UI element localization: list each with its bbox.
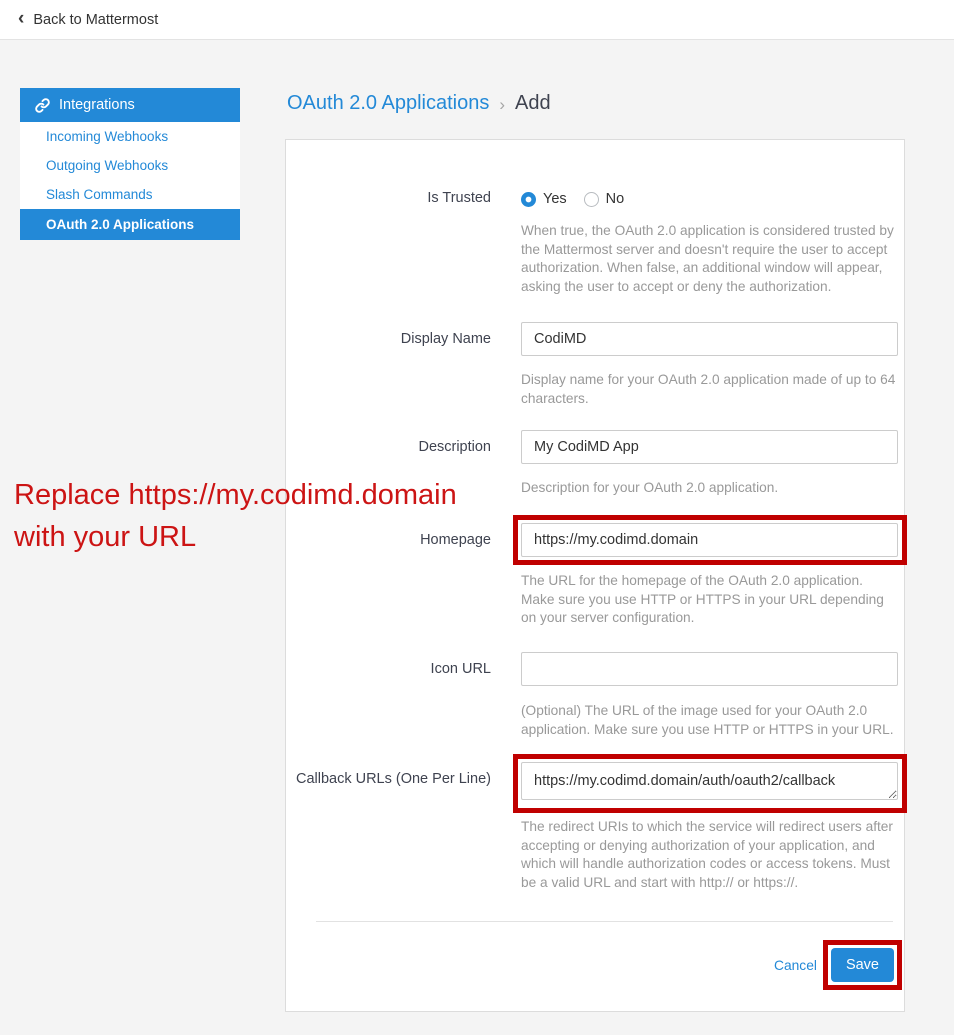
sidebar-section-integrations[interactable]: [20, 88, 240, 122]
is-trusted-help: When true, the OAuth 2.0 application is considered trusted by the Mattermost server and doesn't require the user to accept authorization. When false, an additional window will appear, asking the user to accept or deny the authorization.: [521, 223, 894, 294]
breadcrumb-separator-icon: ›: [499, 94, 506, 114]
homepage-input[interactable]: [521, 523, 898, 557]
callback-urls-help: The redirect URIs to which the service will redirect users after accepting or denying authorization of your application, and which will handle authorization codes or access tokens. Must be a valid URL and start with http:// or https://.: [521, 819, 893, 890]
is-trusted-yes-label: Yes: [543, 191, 567, 207]
breadcrumb: [287, 92, 551, 115]
link-icon: [35, 98, 50, 113]
display-name-label: Display Name: [400, 331, 491, 347]
homepage-control: [521, 523, 898, 628]
chevron-left-icon: ‹: [18, 8, 25, 29]
oauth-add-form-panel: [285, 139, 905, 1012]
annotation-text: [14, 474, 457, 558]
display-name-row: [286, 322, 904, 408]
radio-unchecked-icon[interactable]: [584, 192, 599, 207]
description-help: Description for your OAuth 2.0 application.: [521, 480, 779, 495]
is-trusted-radio-group: [521, 188, 898, 208]
sidebar-section-label: Integrations: [59, 97, 135, 113]
homepage-help: The URL for the homepage of the OAuth 2.0 application. Make sure you use HTTP or HTTPS in your URL depending on your server configuration.: [521, 573, 884, 625]
sidebar-item-oauth-applications[interactable]: OAuth 2.0 Applications: [20, 209, 240, 240]
annotation-line-1: Replace https://my.codimd.domain: [14, 479, 457, 511]
annotation-line-2: with your URL: [14, 521, 197, 553]
callback-urls-row: [286, 762, 904, 892]
radio-checked-icon[interactable]: [521, 192, 536, 207]
top-bar: [0, 0, 954, 40]
icon-url-label: Icon URL: [430, 661, 491, 677]
display-name-help: Display name for your OAuth 2.0 application made of up to 64 characters.: [521, 372, 896, 406]
sidebar-item-outgoing-webhooks[interactable]: Outgoing Webhooks: [46, 158, 169, 173]
icon-url-help: (Optional) The URL of the image used for your OAuth 2.0 application. Make sure you use HTTP or HTTPS in your URL.: [521, 703, 894, 737]
breadcrumb-current: Add: [515, 92, 551, 114]
icon-url-control: [521, 652, 898, 739]
form-actions: [774, 948, 894, 982]
sidebar-items: [20, 122, 240, 240]
save-button[interactable]: Save: [831, 948, 894, 982]
icon-url-input[interactable]: [521, 652, 898, 686]
description-control: [521, 430, 898, 498]
back-to-mattermost-link[interactable]: [18, 8, 159, 29]
back-link-label: Back to Mattermost: [33, 11, 159, 28]
display-name-input[interactable]: [521, 322, 898, 356]
callback-urls-control: [521, 762, 898, 892]
integrations-sidebar: [20, 88, 240, 240]
callback-urls-label: Callback URLs (One Per Line): [295, 771, 491, 787]
sidebar-item-slash-commands[interactable]: Slash Commands: [46, 187, 153, 202]
form-footer-divider: [316, 921, 893, 922]
is-trusted-control: [521, 188, 898, 296]
cancel-button[interactable]: Cancel: [773, 957, 817, 973]
is-trusted-no-radio[interactable]: [584, 191, 625, 207]
is-trusted-label: Is Trusted: [427, 190, 491, 206]
description-label: Description: [418, 439, 491, 455]
description-input[interactable]: [521, 430, 898, 464]
is-trusted-row: [286, 188, 904, 296]
sidebar-item-incoming-webhooks[interactable]: Incoming Webhooks: [46, 129, 169, 144]
display-name-control: [521, 322, 898, 408]
callback-urls-textarea[interactable]: [521, 762, 898, 800]
breadcrumb-oauth-applications-link[interactable]: OAuth 2.0 Applications: [287, 92, 490, 114]
homepage-label: Homepage: [420, 532, 491, 548]
is-trusted-yes-radio[interactable]: [521, 191, 567, 207]
is-trusted-no-label: No: [605, 191, 625, 207]
icon-url-row: [286, 652, 904, 739]
